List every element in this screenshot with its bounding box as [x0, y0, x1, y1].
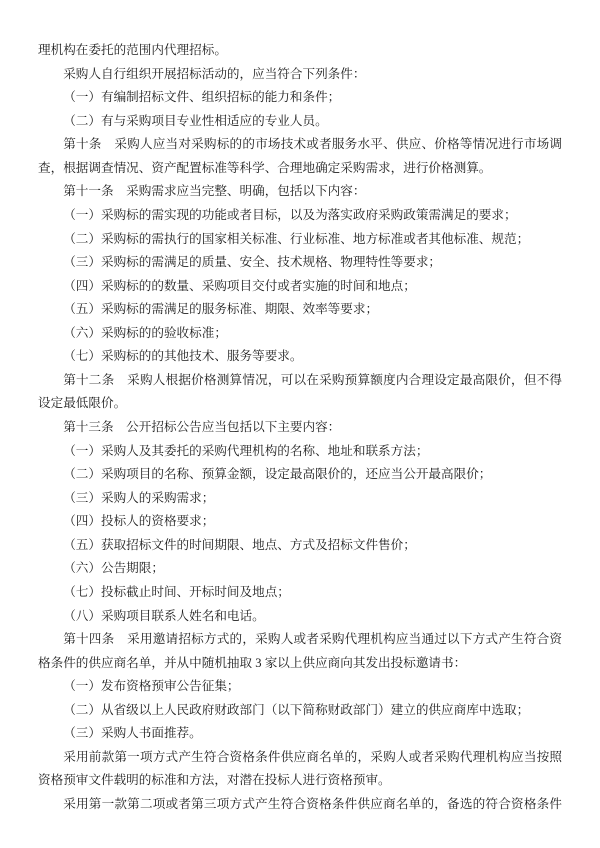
- text-line: 第十条 采购人应当对采购标的的市场技术或者服务水平、供应、价格等情况进行市场调: [63, 137, 562, 152]
- text-line: （四）投标人的资格要求；: [63, 514, 215, 529]
- text-line: （一）发布资格预审公告征集；: [63, 679, 240, 694]
- text-line: （六）采购标的的验收标准；: [63, 325, 227, 340]
- text-line: 采购人自行组织开展招标活动的，应当符合下列条件：: [63, 66, 366, 81]
- text-line: （五）获取招标文件的时间期限、地点、方式及招标文件售价；: [63, 537, 416, 552]
- text-line: 第十三条 公开招标公告应当包括以下主要内容：: [63, 420, 341, 434]
- text-line: （一）采购人及其委托的采购代理机构的名称、地址和联系方法；: [63, 443, 429, 458]
- text-line: （二）采购标的需执行的国家相关标准、行业标准、地方标准或者其他标准、规范；: [63, 231, 530, 246]
- text-line: （七）投标截止时间、开标时间及地点；: [63, 584, 290, 599]
- text-line: （八）采购项目联系人姓名和电话。: [63, 608, 265, 623]
- text-line: （五）采购标的需满足的服务标准、期限、效率等要求；: [63, 302, 379, 317]
- text-line: （二）有与采购项目专业性相适应的专业人员。: [63, 113, 328, 128]
- text-line: 格条件的供应商名单，并从中随机抽取 3 家以上供应商向其发出投标邀请书：: [38, 655, 467, 670]
- text-line: （四）采购标的的数量、采购项目交付或者实施的时间和地点；: [63, 278, 416, 293]
- text-line: 第十二条 采购人根据价格测算情况，可以在采购预算额度内合理设定最高限价，但不得: [63, 372, 562, 387]
- text-line: 理机构在委托的范围内代理招标。: [38, 43, 227, 57]
- document-text-block: [38, 39, 562, 817]
- text-line: 采用前款第一项方式产生符合资格条件供应商名单的，采购人或者采购代理机构应当按照: [63, 749, 562, 764]
- text-line: 资格预审文件载明的标准和方法，对潜在投标人进行资格预审。: [38, 773, 391, 788]
- text-line: （二）采购项目的名称、预算金额，设定最高限价的，还应当公开最高限价；: [63, 467, 492, 482]
- text-line: （三）采购人书面推荐。: [63, 726, 202, 741]
- text-line: （六）公告期限；: [63, 561, 164, 576]
- text-line: 第十一条 采购需求应当完整、明确，包括以下内容：: [63, 184, 366, 199]
- text-line: （二）从省级以上人民政府财政部门（以下简称财政部门）建立的供应商库中选取；: [63, 702, 530, 717]
- text-line: （一）采购标的需实现的功能或者目标，以及为落实政府采购政策需满足的要求；: [63, 207, 517, 222]
- text-line: 第十四条 采用邀请招标方式的，采购人或者采购代理机构应当通过以下方式产生符合资: [63, 632, 562, 647]
- text-line: （三）采购人的采购需求；: [63, 490, 215, 505]
- text-line: 设定最低限价。: [38, 396, 127, 411]
- text-line: （一）有编制招标文件、组织招标的能力和条件；: [63, 90, 341, 105]
- text-line: （七）采购标的的其他技术、服务等要求。: [63, 349, 303, 364]
- text-line: 查，根据调查情况、资产配置标准等科学、合理地确定采购需求，进行价格测算。: [38, 160, 492, 175]
- text-line: 采用第一款第二项或者第三项方式产生符合资格条件供应商名单的，备选的符合资格条件: [63, 797, 562, 811]
- text-line: （三）采购标的需满足的质量、安全、技术规格、物理特性等要求；: [63, 255, 441, 270]
